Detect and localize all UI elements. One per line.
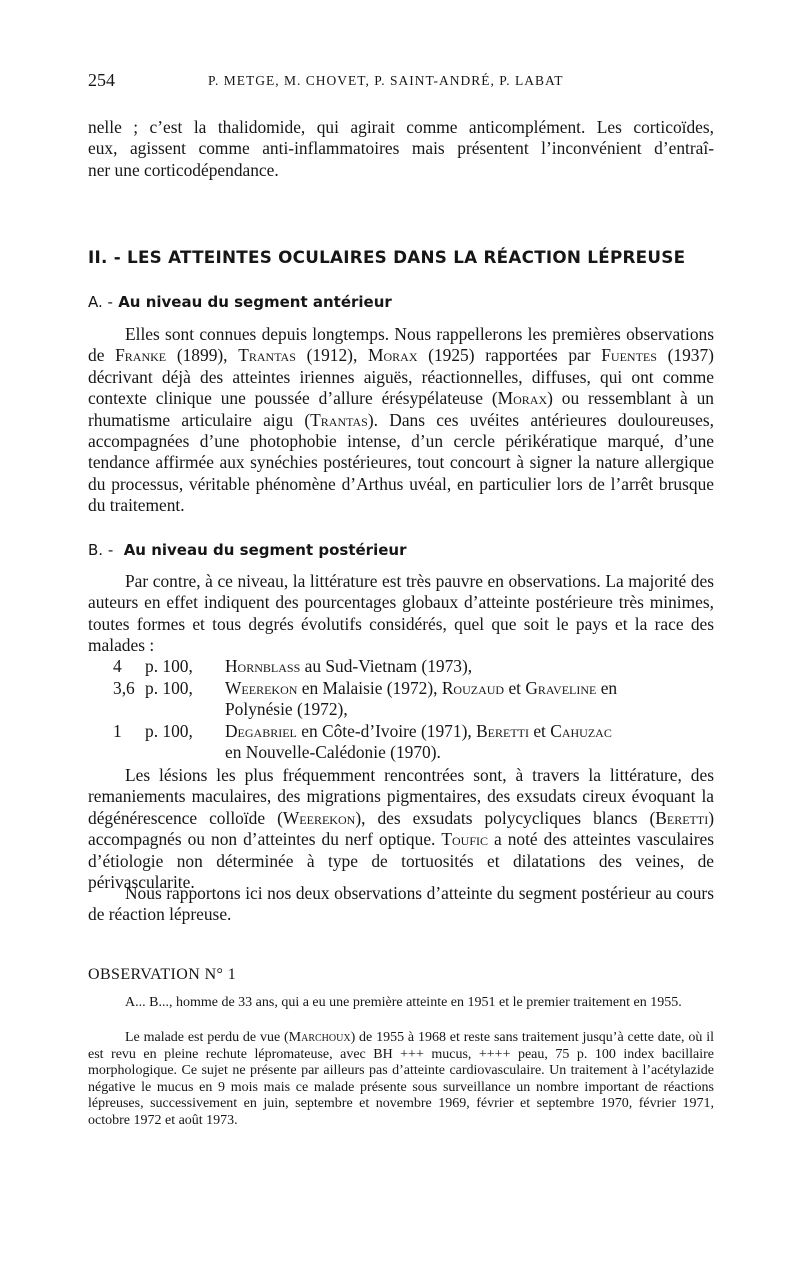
author-name: Hornblass [225,656,301,676]
author-name: Marchoux [288,1030,351,1045]
observation-paragraph-2: Le malade est perdu de vue (Marchoux) de 1955 à 1968 et reste sans traitement jusqu’à cette date, où il est revu en pleine rechute lépromateuse, avec BH +++ mucus, ++++ peau, 75 p. 100 index bacillaire morphologique. Ce sujet ne présente par ailleurs pas d’atteinte cardiovasculaire. Un traitement à l’acétylazide négative le mucus en 9 mois mais ce malade présente sous surveillance un nombre important de réactions lépreuses, successivement en juin, septembre et novembre 1969, février et septembre 1970, février 1971, octobre 1972 et août 1973. [88,1030,714,1128]
paragraph-posterior-intro: Par contre, à ce niveau, la littérature est très pauvre en observations. La majorité des auteurs en effet indiquent des pourcentages globaux d’atteinte postérieure très minimes, toutes formes et tous degrés évolutifs considérés, quel que soit le pays et la race des malades : [88,571,714,656]
author-name: Degabriel [225,721,297,741]
page-number: 254 [88,70,115,90]
author-name: Beretti [655,807,709,828]
author-name: Cahuzac [550,721,612,741]
intro-line: ner une corticodépendance. [88,159,279,180]
intro-line: nelle ; c’est la thalidomide, qui agirait comme anticomplément. Les corticoïdes, [88,117,714,137]
author-name: Toufic [441,829,489,850]
section-heading: II. - LES ATTEINTES OCULAIRES DANS LA RÉACTION LÉPREUSE [88,247,686,267]
subsection-label: A. - [88,293,113,311]
author-name: Morax [368,345,418,366]
observation-paragraph-1: A... B..., homme de 33 ans, qui a eu une première atteinte en 1951 et le premier traitement en 1955. [125,995,682,1010]
author-name: Trantas [310,409,368,430]
author-name: Beretti [476,721,529,741]
author-name: Franke [115,345,167,366]
paragraph-anterior: Elles sont connues depuis longtemps. Nous rappellerons les premières observations de Franke (1899), Trantas (1912), Morax (1925) rapportées par Fuentes (1937) décrivant déjà des atteintes iriennes aiguës, réactionnelles, diffuses, qui ont comme contexte clinique une poussée d’allure érésypélateuse (Morax) ou ressemblant à un rhumatisme articulaire aigu (Trantas). Dans ces uvéites antérieures douloureuses, accompagnées d’une photophobie intense, d’un cercle périkératique marqué, d’une tendance affirmée aux synéchies postérieures, tout concourt à signer la nature allergique du processus, véritable phénomène d’Arthus uvéal, en particulier lors de l’arrêt brusque du traitement. [88,324,714,516]
paragraph-report: Nous rapportons ici nos deux observations d’atteinte du segment postérieur au cours de réaction lépreuse. [88,883,714,925]
author-name: Graveline [525,678,597,698]
subsection-heading-b [88,541,406,559]
author-name: Weerekon [225,678,298,698]
author-name: Weerekon [282,807,356,828]
author-name: Fuentes [601,345,657,366]
subsection-title: Au niveau du segment antérieur [118,293,392,311]
list-item: 1 p. 100, Degabriel en Côte-d’Ivoire (1971), Beretti et Cahuzac en Nouvelle-Calédonie (1970). [113,721,612,763]
observation-title: OBSERVATION N° 1 [88,966,237,983]
intro-paragraph [88,117,714,181]
running-authors: P. METGE, M. CHOVET, P. SAINT-ANDRÉ, P. LABAT [208,73,564,88]
running-head [88,70,728,92]
intro-line: eux, agissent comme anti-inflammatoires mais présentent l’inconvénient d’entraî- [88,138,714,159]
author-name: Morax [497,388,548,409]
author-name: Rouzaud [441,678,505,698]
list-item: 3,6 p. 100, Weerekon en Malaisie (1972), Rouzaud et Graveline en Polynésie (1972), [113,678,618,720]
paragraph-lesions: Les lésions les plus fréquemment rencontrées sont, à travers la littérature, des remaniements maculaires, des migrations pigmentaires, des exsudats cireux évoquant la dégénérescence colloïde (Weerekon), des exsudats polycycliques blancs (Beretti) accompagnés ou non d’atteintes du nerf optique. Toufic a noté des atteintes vasculaires d’étiologie non déterminée à type de tortuosités et dilatations des veines, de périvascularite. [88,765,714,893]
subsection-label: B. - [88,541,114,559]
author-name: Trantas [238,345,296,366]
subsection-heading-a [88,293,392,311]
list-item: 4 p. 100, Hornblass au Sud-Vietnam (1973), [113,656,473,676]
subsection-title: Au niveau du segment postérieur [123,541,407,559]
